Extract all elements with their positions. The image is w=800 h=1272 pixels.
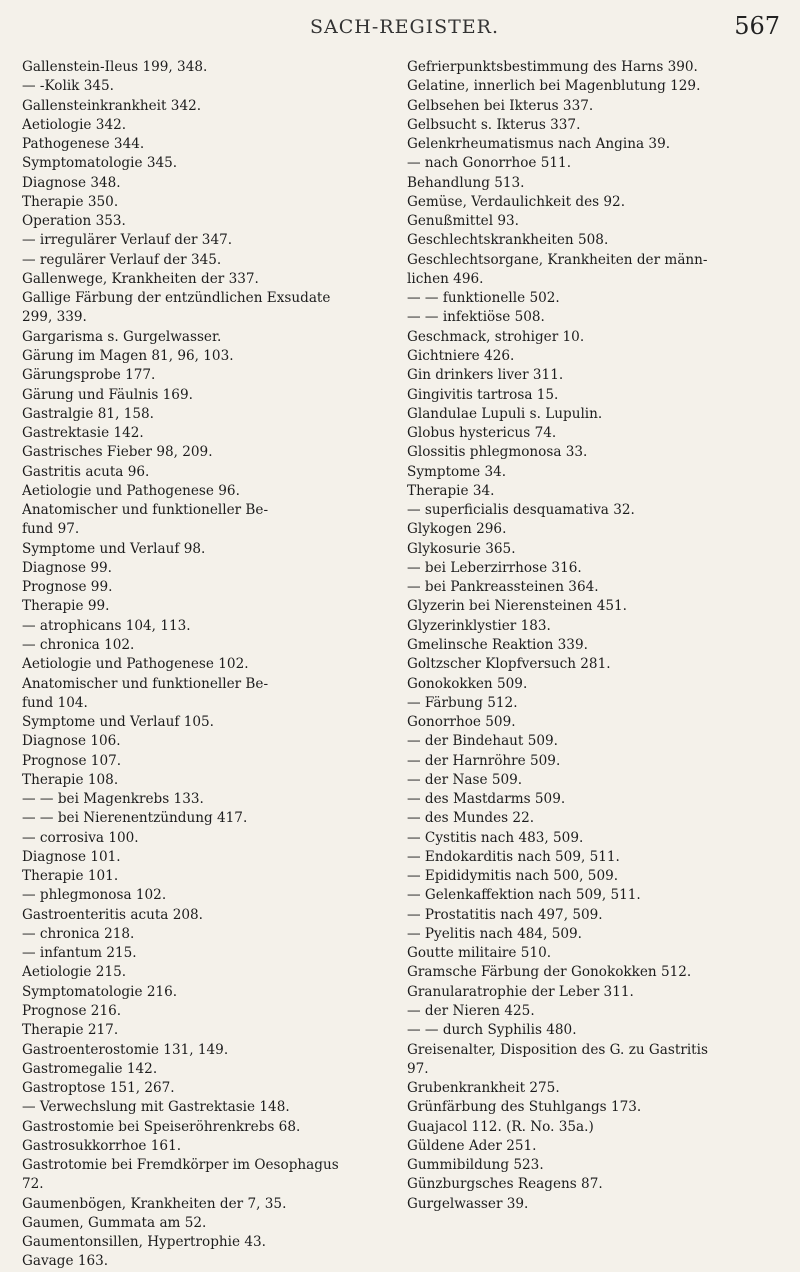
index-entry: Therapie 34. [407,482,495,499]
index-entry: — phlegmonosa 102. [22,887,167,904]
index-entry: Aetiologie 215. [22,964,127,981]
index-entry: lichen 496. [407,270,484,287]
index-entry: — chronica 218. [22,925,135,942]
index-entry: Grubenkrankheit 275. [407,1080,560,1097]
index-entry: Glyzerinklystier 183. [407,617,551,634]
index-entry: Gastrektasie 142. [22,425,144,442]
index-entry: — Verwechslung mit Gastrektasie 148. [22,1099,290,1116]
index-entry: fund 97. [22,521,80,538]
index-entry: Gastritis acuta 96. [22,463,150,480]
index-entry: Prognose 99. [22,579,113,596]
index-entry: Glykosurie 365. [407,540,516,557]
index-entry: Gaumen, Gummata am 52. [22,1214,207,1231]
index-entry: Greisenalter, Disposition des G. zu Gastritis [407,1041,708,1058]
index-entry: 299, 339. [22,309,87,326]
index-entry: Geschlechtskrankheiten 508. [407,232,609,249]
index-entry: Symptome und Verlauf 105. [22,714,214,731]
index-entry: Gefrierpunktsbestimmung des Harns 390. [407,59,698,75]
index-entry: Gaumenbögen, Krankheiten der 7, 35. [22,1195,287,1212]
index-entry: Gelenkrheumatismus nach Angina 39. [407,136,671,153]
index-entry: Aetiologie und Pathogenese 96. [22,482,240,499]
index-entry: Glykogen 296. [407,521,507,538]
index-entry: Goltzscher Klopfversuch 281. [407,656,611,673]
index-entry: Symptomatologie 345. [22,155,178,172]
index-entry: Symptome 34. [407,463,507,480]
index-entry: Behandlung 513. [407,174,525,191]
index-entry: — bei Pankreassteinen 364. [407,579,599,596]
index-entry: Güldene Ader 251. [407,1137,537,1154]
index-entry: — Epididymitis nach 500, 509. [407,868,619,885]
index-entry: Gallige Färbung der entzündlichen Exsudate [22,290,331,307]
index-entry: — des Mastdarms 509. [407,791,566,808]
index-entry: Gingivitis tartrosa 15. [407,386,559,403]
index-entry: Therapie 108. [22,771,119,788]
index-entry: — irregulärer Verlauf der 347. [22,232,233,249]
index-entry: Gichtniere 426. [407,347,515,364]
index-entry: Gastroenteritis acuta 208. [22,906,203,923]
index-entry: — Färbung 512. [407,694,518,711]
index-entry: — atrophicans 104, 113. [22,617,191,634]
page-header [0,0,800,50]
index-entry: — Pyelitis nach 484, 509. [407,925,582,942]
index-column-right [407,58,787,1214]
index-entry: 97. [407,1060,429,1077]
index-entry: Gmelinsche Reaktion 339. [407,636,588,653]
index-entry: Gallenwege, Krankheiten der 337. [22,270,259,287]
index-entry: Gavage 163. [22,1253,109,1270]
index-entry: — der Bindehaut 509. [407,733,558,750]
index-column-left [22,58,394,1272]
index-entry: — — bei Nierenentzündung 417. [22,810,248,827]
index-entry: Gärung im Magen 81, 96, 103. [22,347,234,364]
index-entry: Gummibildung 523. [407,1157,544,1174]
index-entry: Gastrosukkorrhoe 161. [22,1137,182,1154]
index-entry: — Endokarditis nach 509, 511. [407,848,620,865]
index-entry: Diagnose 106. [22,733,121,750]
index-entry: Gallenstein-Ileus 199, 348. [22,59,208,75]
index-entry: fund 104. [22,694,88,711]
index-entry: Anatomischer und funktioneller Be- [22,675,269,692]
index-entry: — regulärer Verlauf der 345. [22,251,222,268]
index-entry: Glandulae Lupuli s. Lupulin. [407,405,603,422]
index-entry: Goutte militaire 510. [407,945,552,962]
index-entry: — — bei Magenkrebs 133. [22,791,204,808]
index-entry: Genußmittel 93. [407,213,519,230]
index-entry: Pathogenese 344. [22,136,145,153]
index-entry: — — funktionelle 502. [407,290,560,307]
index-entry: Gastrotomie bei Fremdkörper im Oesophagus [22,1157,339,1174]
index-entry: Prognose 216. [22,1003,122,1020]
index-entry: 72. [22,1176,44,1193]
index-entry: Gastroenterostomie 131, 149. [22,1041,229,1058]
index-entry: Therapie 217. [22,1022,119,1039]
index-entry: — nach Gonorrhoe 511. [407,155,572,172]
index-entry: — superficialis desquamativa 32. [407,502,635,519]
index-entry: — chronica 102. [22,636,135,653]
index-entry: Gallensteinkrankheit 342. [22,97,202,114]
index-entry: Symptomatologie 216. [22,983,178,1000]
index-entry: Prognose 107. [22,752,122,769]
index-entry: Gemüse, Verdaulichkeit des 92. [407,193,626,210]
index-entry: Operation 353. [22,213,126,230]
index-entry: — des Mundes 22. [407,810,535,827]
index-entry: — corrosiva 100. [22,829,139,846]
index-entry: Globus hystericus 74. [407,425,557,442]
page-number: 567 [734,12,780,40]
index-entry: — — durch Syphilis 480. [407,1022,577,1039]
index-entry: Aetiologie und Pathogenese 102. [22,656,249,673]
index-entry: — der Nieren 425. [407,1003,535,1020]
index-entry: Gin drinkers liver 311. [407,367,564,384]
index-entry: Anatomischer und funktioneller Be- [22,502,269,519]
index-entry: — Gelenkaffektion nach 509, 511. [407,887,641,904]
index-entry: Geschlechtsorgane, Krankheiten der männ- [407,251,708,268]
index-entry: — -Kolik 345. [22,78,115,95]
index-entry: Aetiologie 342. [22,116,127,133]
index-entry: — infantum 215. [22,945,137,962]
index-entry: — bei Leberzirrhose 316. [407,559,582,576]
index-entry: — Prostatitis nach 497, 509. [407,906,603,923]
index-entry: Gonokokken 509. [407,675,528,692]
index-entry: Gonorrhoe 509. [407,714,516,731]
index-entry: Therapie 99. [22,598,110,615]
index-entry: Diagnose 101. [22,848,121,865]
index-entry: Glossitis phlegmonosa 33. [407,444,588,461]
index-entry: Gargarisma s. Gurgelwasser. [22,328,222,345]
index-entry: Therapie 101. [22,868,119,885]
index-entry: Gurgelwasser 39. [407,1195,529,1212]
index-entry: Gelatine, innerlich bei Magenblutung 129. [407,78,701,95]
index-entry: Therapie 350. [22,193,119,210]
index-entry: Gärung und Fäulnis 169. [22,386,193,403]
index-entry: Gärungsprobe 177. [22,367,156,384]
index-entry: Glyzerin bei Nierensteinen 451. [407,598,627,615]
index-entry: Diagnose 99. [22,559,112,576]
index-entry: Granularatrophie der Leber 311. [407,983,634,1000]
index-entry: — — infektiöse 508. [407,309,545,326]
index-entry: Symptome und Verlauf 98. [22,540,206,557]
index-entry: Geschmack, strohiger 10. [407,328,585,345]
index-entry: — der Nase 509. [407,771,523,788]
running-title: SACH-REGISTER. [310,16,500,38]
index-entry: Gastralgie 81, 158. [22,405,154,422]
index-entry: Gastrisches Fieber 98, 209. [22,444,213,461]
index-entry: — Cystitis nach 483, 509. [407,829,584,846]
index-entry: Gaumentonsillen, Hypertrophie 43. [22,1234,266,1251]
index-entry: Gastrostomie bei Speiseröhrenkrebs 68. [22,1118,301,1135]
index-entry: Grünfärbung des Stuhlgangs 173. [407,1099,642,1116]
index-entry: — der Harnröhre 509. [407,752,561,769]
index-entry: Gelbsehen bei Ikterus 337. [407,97,594,114]
index-entry: Günzburgsches Reagens 87. [407,1176,603,1193]
index-entry: Diagnose 348. [22,174,121,191]
index-entry: Gastroptose 151, 267. [22,1080,175,1097]
index-entry: Gastromegalie 142. [22,1060,158,1077]
index-entry: Gelbsucht s. Ikterus 337. [407,116,581,133]
index-entry: Gramsche Färbung der Gonokokken 512. [407,964,692,981]
index-entry: Guajacol 112. (R. No. 35a.) [407,1118,594,1135]
